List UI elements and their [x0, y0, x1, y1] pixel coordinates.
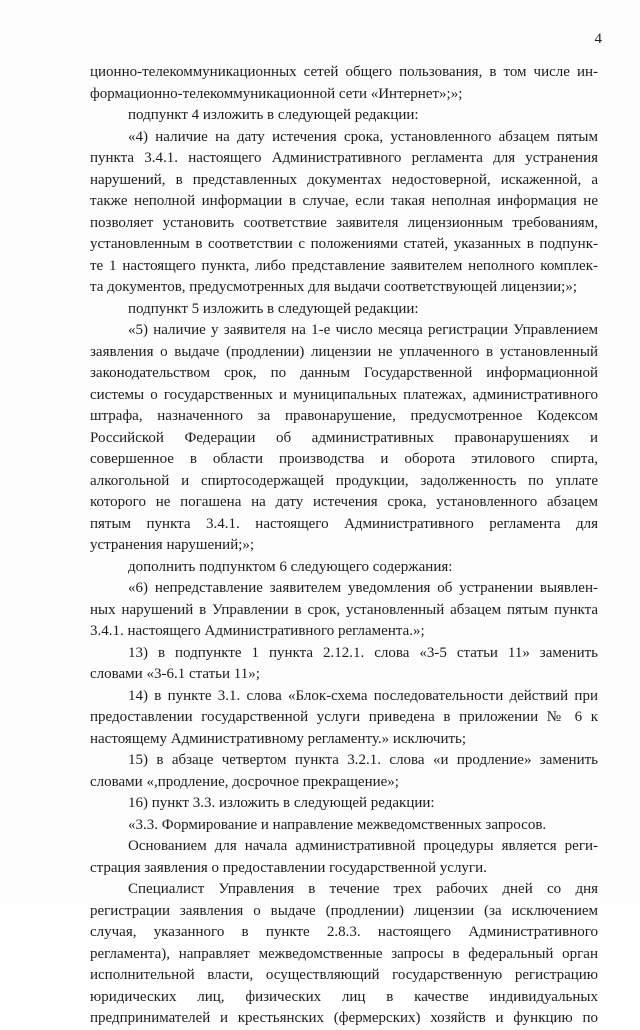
text-line: позволяет установить соответствие заявителя лицензионным требованиям, — [90, 214, 598, 231]
text-line: которого не погашена на дату истечения срока, установленного абзацем — [90, 494, 598, 510]
text-line: алкогольной и спиртосодержащей продукции, задолженность по уплате — [90, 472, 598, 489]
text-line: 15) в абзаце четвертом пункта 3.2.1. слова «и продление» заменить — [128, 752, 598, 768]
text-line: ционно-телекоммуникационных сетей общего пользования, в том числе ин- — [90, 64, 598, 80]
text-line: 16) пункт 3.3. изложить в следующей редакции: — [128, 795, 435, 811]
text-line: системы о государственных и муниципальных платежах, административного — [90, 386, 598, 403]
text-line: исполнительной власти, осуществляющий государственную регистрацию — [90, 967, 598, 983]
text-line: 13) в подпункте 1 пункта 2.12.1. слова «3-5 статьи 11» заменить — [128, 644, 598, 661]
text-line: «3.3. Формирование и направление межведомственных запросов. — [128, 816, 547, 833]
text-line: Специалист Управления в течение трех рабочих дней со дня — [128, 881, 598, 897]
text-line: юридических лиц, физических лиц в качестве индивидуальных — [90, 988, 598, 1005]
text-line: страция заявления о предоставлении государственной услуги. — [90, 859, 487, 876]
text-line: регистрации заявления о выдаче (продлении) лицензии (за исключением — [90, 902, 598, 919]
text-line: словами «3-6.1 статьи 11»; — [90, 666, 260, 682]
document-text-body — [90, 62, 598, 1030]
text-line: также неполной информации в случае, если такая неполная информация не — [90, 193, 598, 209]
text-line: законодательством срок, по данным Государственной информационной — [90, 365, 598, 381]
text-line: устранения нарушений;»; — [90, 537, 255, 553]
text-line: предоставлении государственной услуги приведена в приложении № 6 к — [90, 709, 598, 725]
text-line: регламента), направляет межведомственные запросы в федеральный орган — [90, 945, 598, 962]
text-line: пункта 3.4.1. настоящего Административного регламента для устранения — [90, 150, 598, 166]
text-line: словами «,продление, досрочное прекращение»; — [90, 773, 399, 790]
text-line: «5) наличие у заявителя на 1-е число месяца регистрации Управлением — [128, 322, 598, 338]
text-line: 14) в пункте 3.1. слова «Блок-схема последовательности действий при — [128, 687, 598, 704]
text-line: 3.4.1. настоящего Административного регламента.»; — [90, 623, 425, 639]
text-line: настоящему Административному регламенту.» исключить; — [90, 730, 467, 747]
text-line: предпринимателей и крестьянских (фермерских) хозяйств и функцию по — [90, 1010, 598, 1026]
text-line: Основанием для начала административной процедуры является реги- — [128, 838, 598, 854]
text-line: «6) непредставление заявителем уведомления об устранении выявлен- — [128, 580, 598, 596]
page-number: 4 — [594, 31, 602, 47]
text-line: Российской Федерации об административных правонарушениях и — [90, 429, 598, 446]
text-line: «4) наличие на дату истечения срока, установленного абзацем пятым — [128, 128, 598, 145]
text-line: подпункт 4 изложить в следующей редакции: — [128, 107, 419, 123]
text-line: формационно-телекоммуникационной сети «Интернет»;»; — [90, 85, 463, 102]
text-line: те 1 настоящего пункта, либо представление заявителем неполного комплек- — [90, 257, 598, 274]
text-line: пятым пункта 3.4.1. настоящего Административного регламента для — [90, 515, 598, 532]
text-line: подпункт 5 изложить в следующей редакции: — [128, 300, 419, 317]
text-line: случая, указанного в пункте 2.8.3. настоящего Административного — [90, 924, 598, 940]
text-line: заявления о выдаче (продлении) лицензии не уплаченного в установленный — [90, 343, 598, 360]
text-line: установленным в соответствии с положениями статей, указанных в подпунк- — [90, 236, 598, 252]
text-line: ных нарушений в Управлении в срок, установленный абзацем пятым пункта — [90, 601, 598, 618]
text-line: штрафа, назначенного за правонарушение, предусмотренное Кодексом — [90, 408, 598, 424]
text-line: совершенное в области производства и оборота этилового спирта, — [90, 451, 598, 467]
text-line: дополнить подпунктом 6 следующего содержания: — [128, 558, 453, 575]
text-line: нарушений, в представленных документах недостоверной, искаженной, а — [90, 171, 598, 188]
text-line: та документов, предусмотренных для выдачи соответствующей лицензии;»; — [90, 279, 577, 295]
